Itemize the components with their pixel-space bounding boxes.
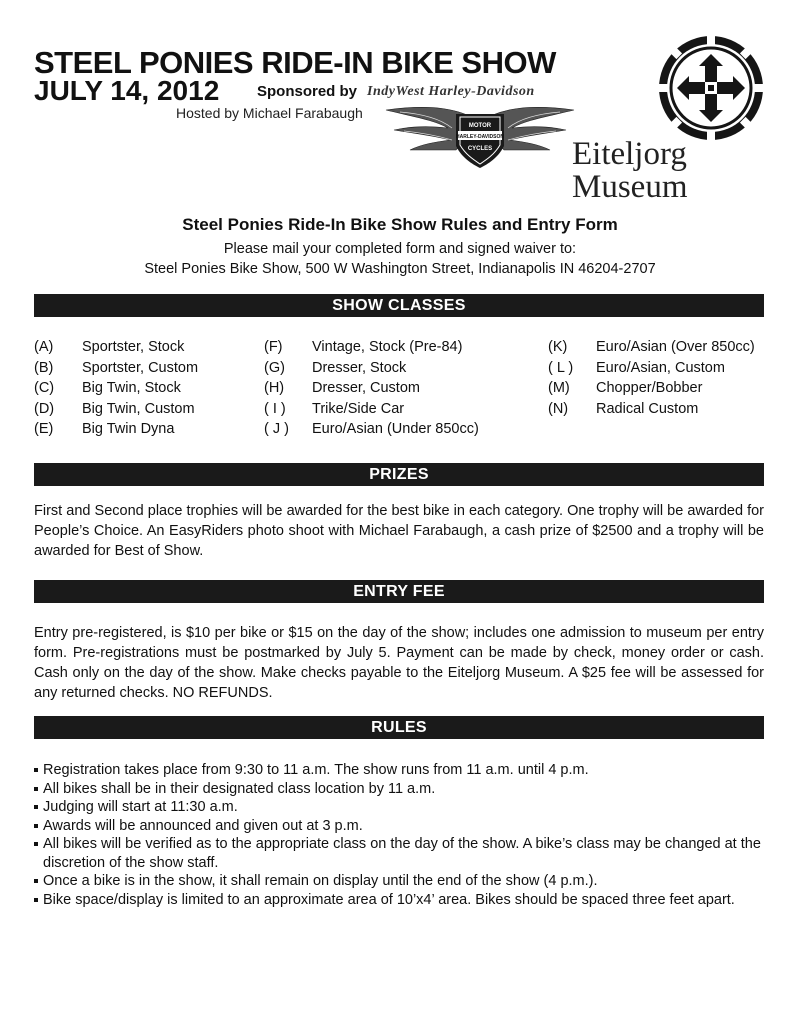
- class-name: Big Twin Dyna: [82, 421, 175, 437]
- rule-item: All bikes will be verified as to the appropriate class on the day of the show. A bike’s class may be changed at the discretion of the show staff.: [34, 835, 774, 872]
- mail-address: Steel Ponies Bike Show, 500 W Washington Street, Indianapolis IN 46204-2707: [144, 261, 656, 277]
- class-name: Trike/Side Car: [312, 400, 405, 417]
- class-name: Sportster, Stock: [82, 339, 185, 355]
- class-item: [548, 401, 755, 422]
- mail-instruction: Please mail your completed form and signed waiver to:: [223, 241, 577, 257]
- class-item: [34, 421, 198, 442]
- class-item: [264, 360, 479, 381]
- class-name: Chopper/Bobber: [596, 380, 703, 396]
- class-name: Vintage, Stock (Pre-84): [312, 339, 463, 355]
- sponsored-by-label: Sponsored by: [257, 83, 358, 100]
- classes-column-2: [264, 339, 479, 442]
- class-code: (G): [264, 359, 285, 376]
- class-item: [548, 339, 755, 360]
- class-name: Euro/Asian, Custom: [596, 359, 725, 376]
- class-code: (K): [548, 339, 568, 355]
- museum-name: [572, 138, 772, 204]
- class-item: [264, 339, 479, 360]
- class-item: [264, 421, 479, 442]
- class-code: (M): [548, 380, 570, 396]
- classes-column-3: [548, 339, 755, 421]
- class-item: [34, 380, 198, 401]
- hosted-by: Hosted by Michael Farabaugh: [176, 105, 363, 121]
- class-name: Dresser, Custom: [312, 380, 420, 396]
- eiteljorg-emblem-icon: [655, 32, 767, 144]
- entry-fee-text: Entry pre-registered, is $10 per bike or $15 on the day of the show; includes one admission to museum per entry form. Pre-registrations must be postmarked by July 5. Payment can be made by check, money order or cash. Cash only on the day of the show. Make checks payable to the Eiteljorg Museum. A $25 fee will be assessed for any returned checks. NO REFUNDS.: [34, 625, 764, 701]
- prizes-text: First and Second place trophies will be awarded for the best bike in each category. One trophy will be awarded for People’s Choice. An EasyRiders photo shoot with Michael Farabaugh, a cash prize of $2500 and a trophy will be awarded for Best of Show.: [34, 503, 764, 559]
- class-code: (H): [264, 380, 285, 396]
- form-title: Steel Ponies Ride-In Bike Show Rules and Entry Form: [182, 215, 618, 234]
- entry-fee-heading: ENTRY FEE: [34, 580, 764, 603]
- rule-item: Registration takes place from 9:30 to 11 a.m. The show runs from 11 a.m. until 4 p.m.: [34, 761, 774, 780]
- class-item: [34, 360, 198, 381]
- rules-list: [34, 761, 774, 909]
- show-title: STEEL PONIES RIDE-IN BIKE SHOW: [34, 45, 556, 80]
- class-item: [34, 339, 198, 360]
- prizes-heading: PRIZES: [34, 463, 764, 486]
- class-code: (E): [34, 421, 54, 437]
- hd-badge-bottom-text: CYCLES: [467, 146, 493, 152]
- rule-item: Judging will start at 11:30 a.m.: [34, 798, 774, 817]
- class-code: (C): [34, 380, 55, 396]
- rule-item: All bikes shall be in their designated class location by 11 a.m.: [34, 780, 774, 799]
- class-name: Euro/Asian (Under 850cc): [312, 421, 479, 437]
- class-code: ( I ): [264, 400, 286, 417]
- class-code: (F): [264, 339, 283, 355]
- rules-heading: RULES: [34, 716, 764, 739]
- class-item: [264, 380, 479, 401]
- rule-item: Bike space/display is limited to an approximate area of 10’x4’ area. Bikes should be spaced three feet apart.: [34, 891, 774, 910]
- museum-name-line1: Eiteljorg: [572, 136, 687, 172]
- sponsor-name: IndyWest Harley-Davidson: [367, 84, 535, 99]
- class-code: ( J ): [264, 421, 289, 437]
- class-code: (A): [34, 339, 54, 355]
- show-date: JULY 14, 2012: [34, 75, 220, 106]
- class-item: [264, 401, 479, 422]
- class-code: (N): [548, 400, 569, 417]
- show-classes-heading: SHOW CLASSES: [34, 294, 764, 317]
- class-name: Big Twin, Stock: [82, 380, 181, 396]
- class-item: [548, 360, 755, 381]
- show-classes-list: [34, 339, 774, 449]
- class-code: ( L ): [548, 359, 574, 376]
- harley-davidson-logo: [380, 100, 580, 172]
- class-name: Radical Custom: [596, 400, 699, 417]
- class-name: Sportster, Custom: [82, 359, 199, 376]
- classes-column-1: [34, 339, 198, 442]
- class-name: Dresser, Stock: [312, 359, 407, 376]
- hd-badge-mid-text: HARLEY-DAVIDSON: [456, 134, 504, 140]
- class-code: (B): [34, 359, 54, 376]
- rule-item: Awards will be announced and given out at 3 p.m.: [34, 817, 774, 836]
- class-name: Big Twin, Custom: [82, 400, 195, 417]
- class-item: [34, 401, 198, 422]
- museum-name-line2: Museum: [572, 169, 688, 205]
- class-code: (D): [34, 400, 55, 417]
- hd-badge-top-text: MOTOR: [468, 123, 492, 129]
- class-item: [548, 380, 755, 401]
- rule-item: Once a bike is in the show, it shall remain on display until the end of the show (4 p.m.).: [34, 872, 774, 891]
- class-name: Euro/Asian (Over 850cc): [596, 339, 755, 355]
